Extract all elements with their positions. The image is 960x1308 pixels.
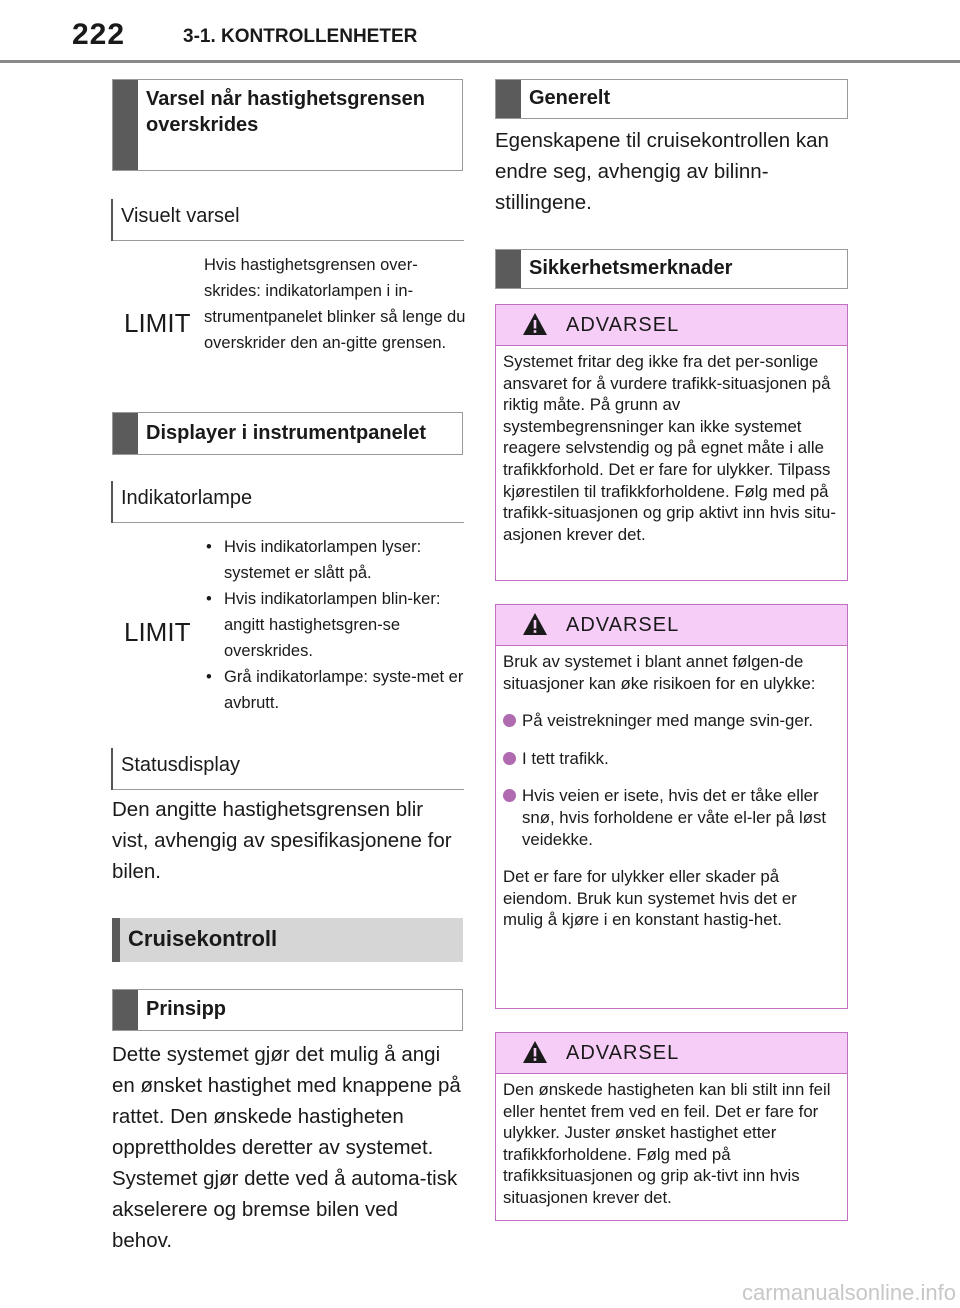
banner-bar (112, 918, 120, 962)
principle-text: Dette systemet gjør det mulig å angi en ønsket hastighet med knappene på rattet. Den ønskede hastigheten opprettholdes deretter av systemet. Systemet gjør dette ved å automa-tisk akselerere og bremse bilen ved behov. (112, 1043, 461, 1252)
page-number: 222 (72, 18, 126, 51)
label-underline (113, 789, 464, 790)
warning-title: ADVARSEL (566, 614, 680, 636)
label-underline (113, 240, 464, 241)
label-underline (113, 522, 464, 523)
heading-bar (496, 250, 521, 288)
watermark: carmanualsonline.info (741, 1280, 956, 1305)
label-visual-warning (111, 199, 464, 241)
list-item: • Hvis indikatorlampen blin-ker: angitt hastighetsgren-se overskrides. (204, 586, 466, 664)
warning-bullet (503, 710, 839, 732)
warning-box (495, 1032, 848, 1221)
warning-triangle-icon (522, 312, 548, 336)
heading-text: Sikkerhetsmerknader (529, 257, 733, 279)
warning-header (496, 1033, 847, 1074)
bullet-dot (503, 714, 516, 727)
warning-text: Den ønskede hastigheten kan bli stilt inn feil eller hentet frem ved en feil. Det er fare for ulykker. Juster ønsket hastighet etter trafikkforholdene. Følg med på trafikksituasjonen og grip ak-tivt inn hvis situasjonen krever det. (503, 1080, 831, 1207)
bullet-text: På veistrekninger med mange svin-ger. (522, 711, 814, 731)
banner-cruise-control (112, 918, 463, 962)
warning-text: Systemet fritar deg ikke fra det per-sonlige ansvaret for å vurdere trafikk-situasjonen på riktig måte. På grunn av systembegrensninger kan ikke systemet reagere selvstendig og på egnet måte i alle trafikkforhold. Det er fare for ulykker. Tilpass kjørestilen til trafikkforholdene. Følg med på trafikk-situasjonen og grip aktivt inn hvis situ-asjonen krever det. (503, 352, 836, 544)
visual-warning-text: Hvis hastighetsgrensen over-skrides: indikatorlampen i in-strumentpanelet blinker så lenge du overskrider den an-gitte grensen. (204, 256, 466, 352)
limit-indicator-symbol: LIMIT (124, 617, 191, 647)
bullet-text: I tett trafikk. (522, 748, 609, 768)
heading-text: Generelt (529, 87, 611, 109)
warning-outro: Det er fare for ulykker eller skader på eiendom. Bruk kun systemet hvis det er mulig å kjøre i en konstant hastig-het. (503, 867, 797, 930)
heading-displays (112, 412, 463, 455)
warning-header (496, 605, 847, 646)
warning-bullet (503, 748, 839, 770)
bullet-dot (503, 752, 516, 765)
label-text: Indikatorlampe (121, 487, 253, 509)
heading-principle (112, 989, 463, 1031)
warning-box (495, 604, 848, 1009)
heading-text: Displayer i instrumentpanelet (146, 422, 427, 444)
warning-content (503, 651, 839, 931)
warning-box (495, 304, 848, 581)
section-title: 3-1. KONTROLLENHETER (183, 26, 418, 47)
warning-title: ADVARSEL (566, 314, 680, 336)
heading-general (495, 79, 848, 119)
limit-indicator-symbol: LIMIT (124, 308, 191, 338)
label-status-display (111, 748, 464, 790)
list-item: • Grå indikatorlampe: syste-met er avbrutt. (204, 664, 466, 716)
warning-triangle-icon (522, 1040, 548, 1064)
heading-bar (113, 80, 138, 170)
label-indicator (111, 481, 464, 523)
indicator-list (204, 534, 466, 716)
bullet-dot (503, 789, 516, 802)
heading-speed-warning (112, 79, 463, 171)
banner-text: Cruisekontroll (128, 926, 278, 951)
warning-header (496, 305, 847, 346)
general-text: Egenskapene til cruisekontrollen kan endre seg, avhengig av bilinn-stillingene. (495, 129, 829, 214)
heading-bar (113, 990, 138, 1030)
warning-bullet (503, 785, 839, 850)
warning-triangle-icon (522, 612, 548, 636)
heading-safety (495, 249, 848, 289)
heading-bar (113, 413, 138, 454)
bullet-text: Hvis veien er isete, hvis det er tåke eller snø, hvis forholdene er våte el-ler på løst veidekke. (522, 786, 827, 849)
warning-intro: Bruk av systemet i blant annet følgen-de situasjoner kan øke risikoen for en ulykke: (503, 652, 816, 693)
heading-text: Prinsipp (146, 998, 227, 1020)
heading-text: Varsel når hastighetsgrensen overskrides (146, 88, 426, 136)
header-rule (0, 60, 960, 63)
warning-title: ADVARSEL (566, 1042, 680, 1064)
label-text: Statusdisplay (121, 754, 240, 776)
status-display-text: Den angitte hastighetsgrensen blir vist, avhengig av spesifikasjonene for bilen. (112, 798, 452, 883)
heading-bar (496, 80, 521, 118)
label-text: Visuelt varsel (121, 205, 240, 227)
list-item: • Hvis indikatorlampen lyser: systemet er slått på. (204, 534, 466, 586)
